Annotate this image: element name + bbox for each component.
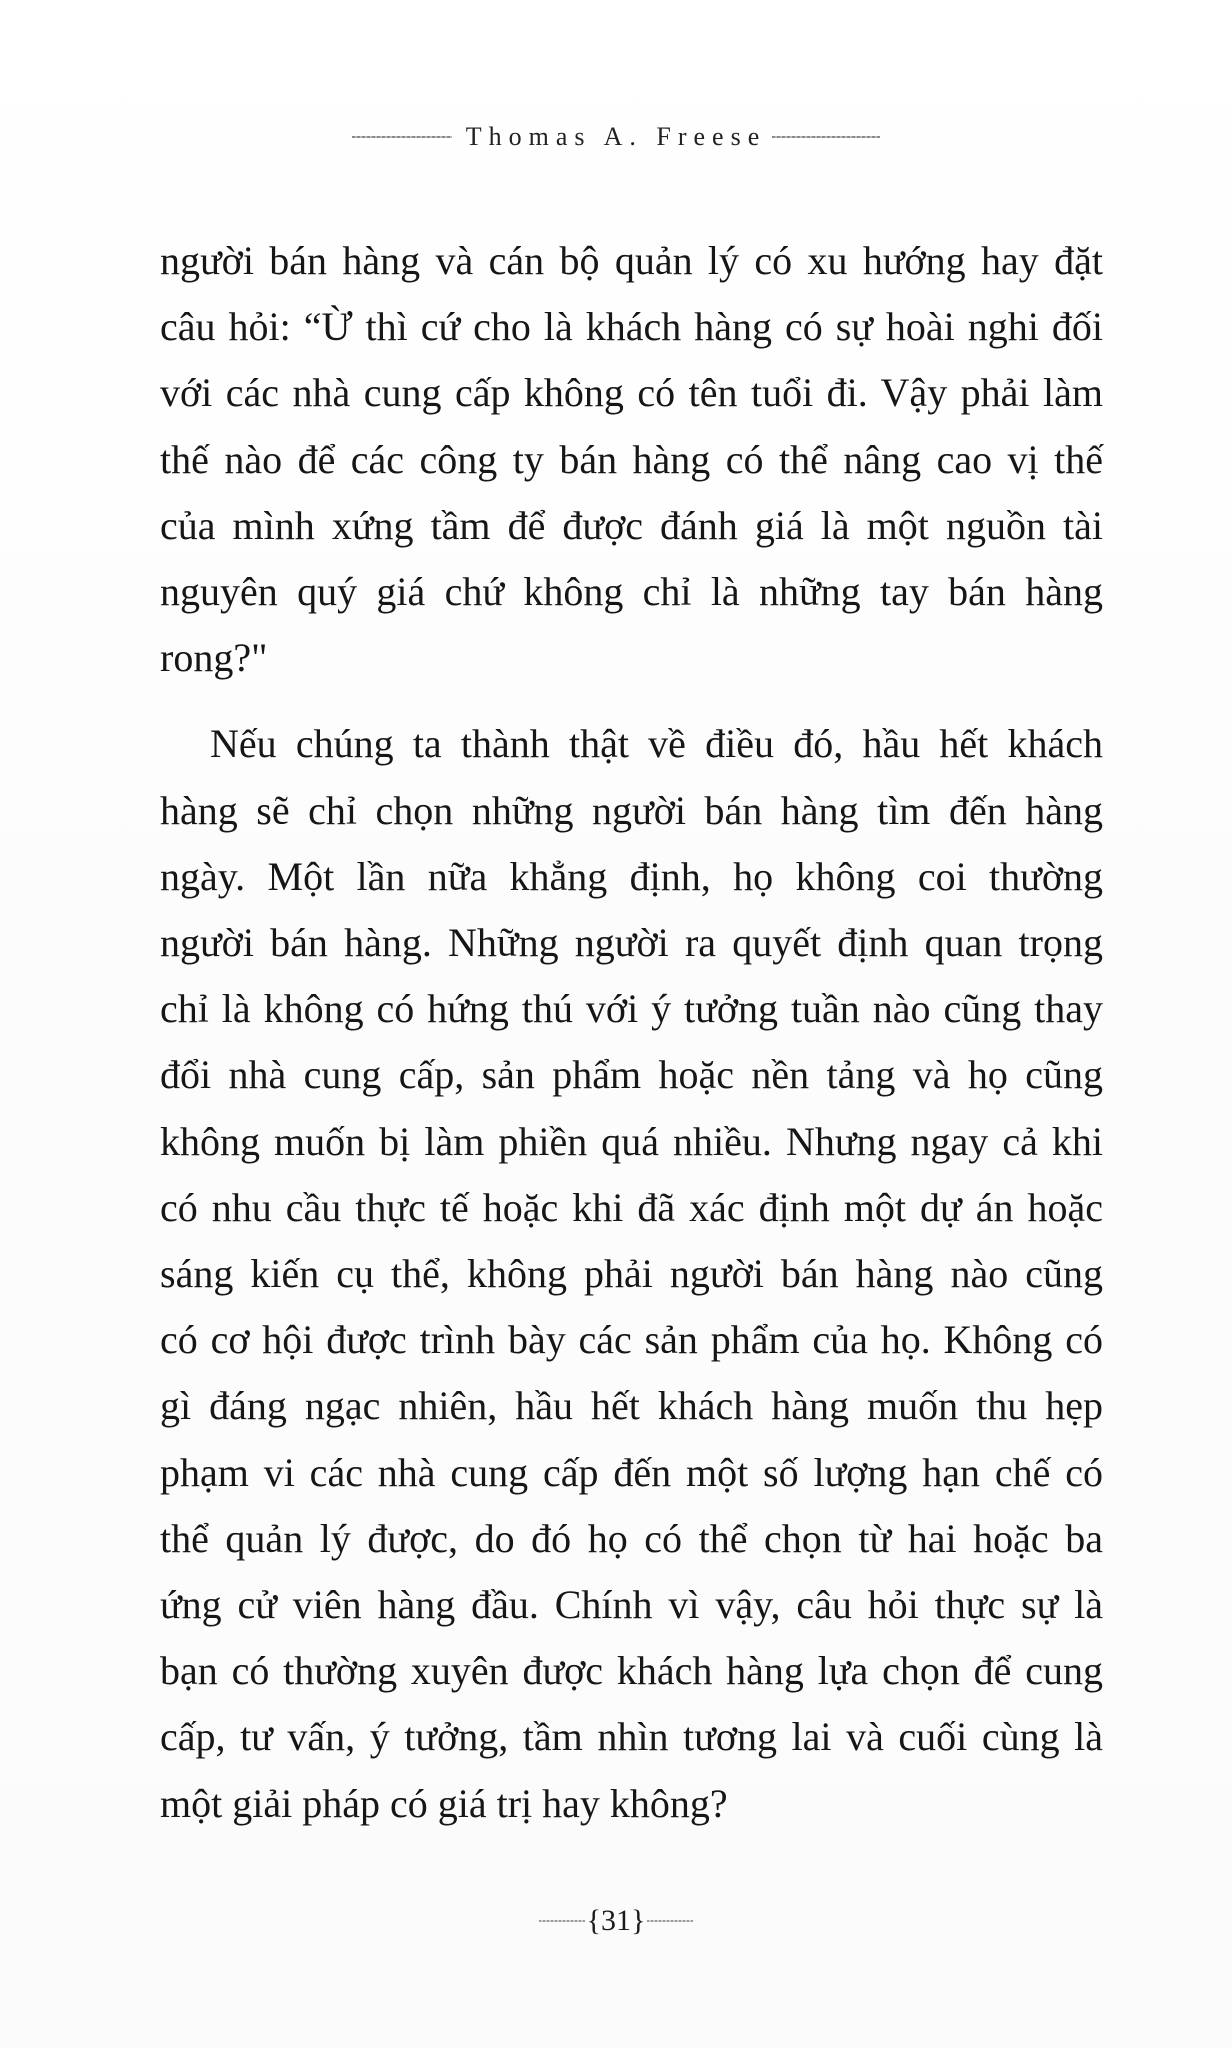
paragraph-2 (160, 711, 1103, 1836)
text-line: người bán hàng. Những người ra quyết định quan trọng (160, 920, 1103, 966)
text-line: một giải pháp có giá trị hay không? (160, 1780, 728, 1826)
footer-rule-left (539, 1920, 585, 1922)
paragraph-spacer (160, 691, 1103, 711)
text-line: với các nhà cung cấp không có tên tuổi đi. Vậy phải làm (160, 370, 1103, 416)
footer-rule-right (647, 1920, 693, 1922)
text-line: chỉ là không có hứng thú với ý tưởng tuần nào cũng thay (160, 986, 1103, 1032)
text-line: nguyên quý giá chứ không chỉ là những tay bán hàng (160, 569, 1103, 615)
text-line: ngày. Một lần nữa khẳng định, họ không coi thường (160, 853, 1103, 899)
text-line: câu hỏi: “Ừ thì cứ cho là khách hàng có sự hoài nghi đối (160, 304, 1103, 350)
text-line: đổi nhà cung cấp, sản phẩm hoặc nền tảng và họ cũng (160, 1052, 1103, 1098)
text-line: cấp, tư vấn, ý tưởng, tầm nhìn tương lai và cuối cùng là (160, 1714, 1103, 1760)
text-line: thế nào để các công ty bán hàng có thể nâng cao vị thế (160, 436, 1103, 482)
text-line: không muốn bị làm phiền quá nhiều. Nhưng ngay cả khi (160, 1118, 1103, 1164)
paragraph-1 (160, 228, 1103, 691)
text-line: bạn có thường xuyên được khách hàng lựa chọn để cung (160, 1648, 1103, 1694)
text-line: hàng sẽ chỉ chọn những người bán hàng tìm đến hàng (160, 787, 1103, 833)
text-line: có nhu cầu thực tế hoặc khi đã xác định một dự án hoặc (160, 1184, 1103, 1230)
text-line: sáng kiến cụ thể, không phải người bán hàng nào cũng (160, 1251, 1103, 1297)
page-number: {31} (586, 1904, 646, 1937)
author-name: Thomas A. Freese (465, 122, 767, 151)
text-line: phạm vi các nhà cung cấp đến một số lượng hạn chế có (160, 1449, 1103, 1495)
header-rule-left (352, 136, 452, 138)
text-line: có cơ hội được trình bày các sản phẩm của họ. Không có (160, 1317, 1103, 1363)
page-footer (0, 1904, 1232, 1938)
text-line: gì đáng ngạc nhiên, hầu hết khách hàng muốn thu hẹp (160, 1383, 1103, 1429)
running-header (0, 122, 1232, 152)
text-line: rong?" (160, 635, 268, 681)
header-rule-right (772, 136, 880, 138)
text-line: thể quản lý được, do đó họ có thể chọn từ hai hoặc ba (160, 1515, 1103, 1561)
text-line: ứng cử viên hàng đầu. Chính vì vậy, câu hỏi thực sự là (160, 1582, 1103, 1628)
text-line: Nếu chúng ta thành thật về điều đó, hầu hết khách (210, 721, 1103, 767)
body-text (160, 228, 1103, 1837)
text-line: người bán hàng và cán bộ quản lý có xu hướng hay đặt (160, 238, 1103, 283)
text-line: của mình xứng tầm để được đánh giá là một nguồn tài (160, 502, 1103, 548)
